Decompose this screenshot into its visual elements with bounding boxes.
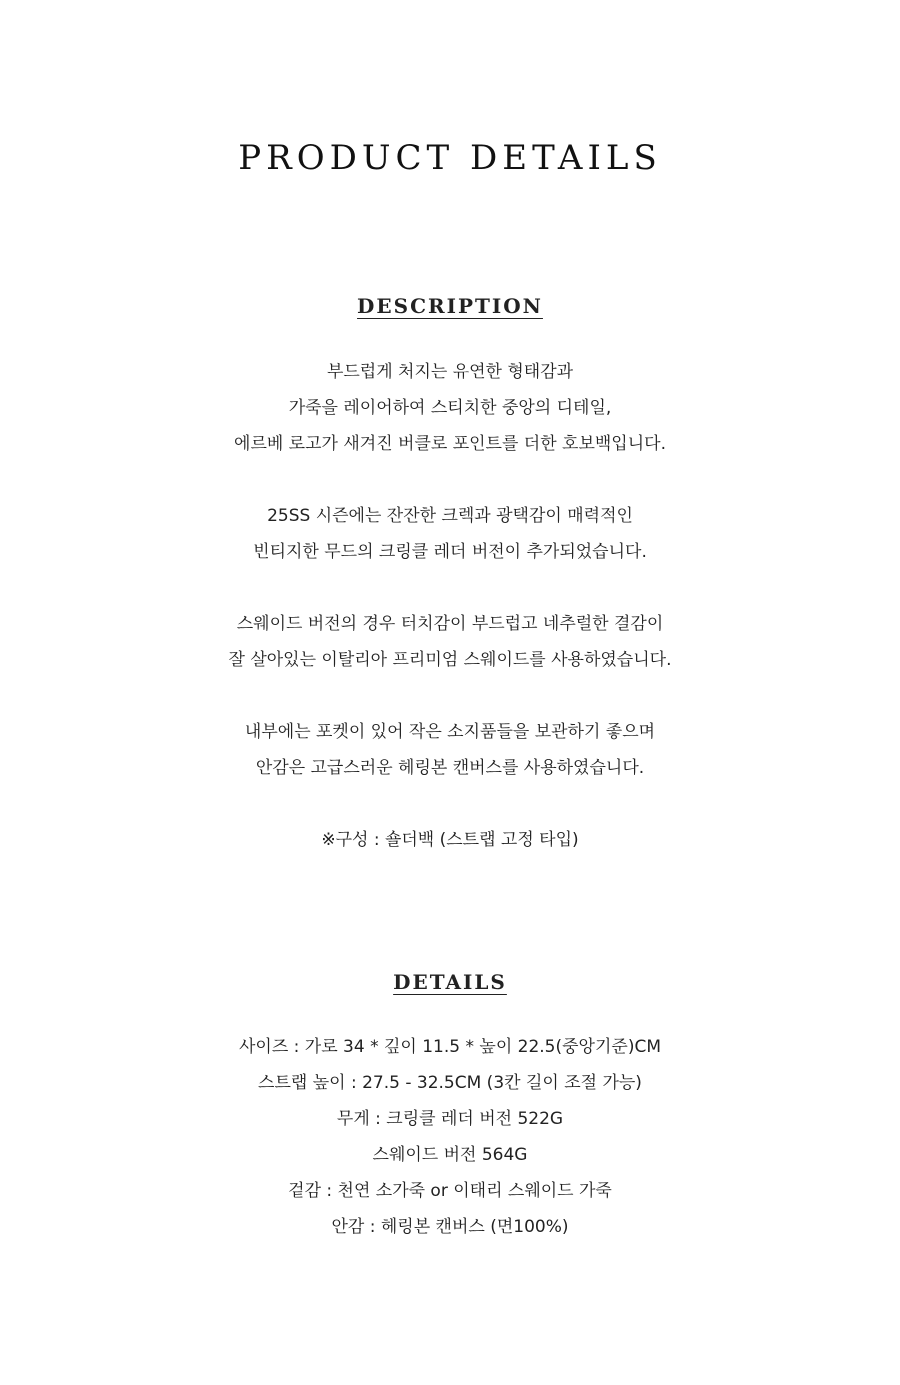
description-paragraph xyxy=(0,714,900,786)
description-line: 부드럽게 처지는 유연한 형태감과 xyxy=(326,362,574,382)
description-line: 스웨이드 버전의 경우 터치감이 부드럽고 네추럴한 결감이 xyxy=(236,614,664,634)
details-item-weight-suede: 스웨이드 버전 564G xyxy=(372,1145,528,1165)
description-heading-text: DESCRIPTION xyxy=(357,294,543,318)
description-paragraph xyxy=(0,606,900,678)
details-item-lining: 안감 : 헤링본 캔버스 (면100%) xyxy=(331,1217,569,1237)
description-line: 빈티지한 무드의 크링클 레더 버전이 추가되었습니다. xyxy=(253,542,647,562)
description-line: 25SS 시즌에는 잔잔한 크렉과 광택감이 매력적인 xyxy=(267,506,633,526)
details-heading xyxy=(0,970,900,994)
description-paragraph xyxy=(0,354,900,462)
description-line: ※구성 : 숄더백 (스트랩 고정 타입) xyxy=(321,830,579,850)
description-line: 내부에는 포켓이 있어 작은 소지품들을 보관하기 좋으며 xyxy=(244,722,656,742)
description-line: 안감은 고급스러운 헤링본 캔버스를 사용하였습니다. xyxy=(255,758,645,778)
details-list xyxy=(0,1029,900,1245)
description-line: 가죽을 레이어하여 스티치한 중앙의 디테일, xyxy=(288,398,612,418)
details-item-weight-crinkle: 무게 : 크링클 레더 버전 522G xyxy=(336,1109,564,1129)
description-line: 에르베 로고가 새겨진 버클로 포인트를 더한 호보백입니다. xyxy=(234,434,666,454)
description-paragraph xyxy=(0,498,900,570)
description-heading xyxy=(0,294,900,318)
details-heading-text: DETAILS xyxy=(393,970,507,994)
page-title: PRODUCT DETAILS xyxy=(238,138,662,178)
details-item-strap-height: 스트랩 높이 : 27.5 - 32.5CM (3칸 길이 조절 가능) xyxy=(258,1073,642,1093)
details-item-outer-material: 겉감 : 천연 소가죽 or 이태리 스웨이드 가죽 xyxy=(288,1181,612,1201)
description-line: 잘 살아있는 이탈리아 프리미엄 스웨이드를 사용하였습니다. xyxy=(228,650,672,670)
composition-note xyxy=(0,822,900,858)
details-item-size: 사이즈 : 가로 34 * 깊이 11.5 * 높이 22.5(중앙기준)CM xyxy=(239,1037,661,1057)
